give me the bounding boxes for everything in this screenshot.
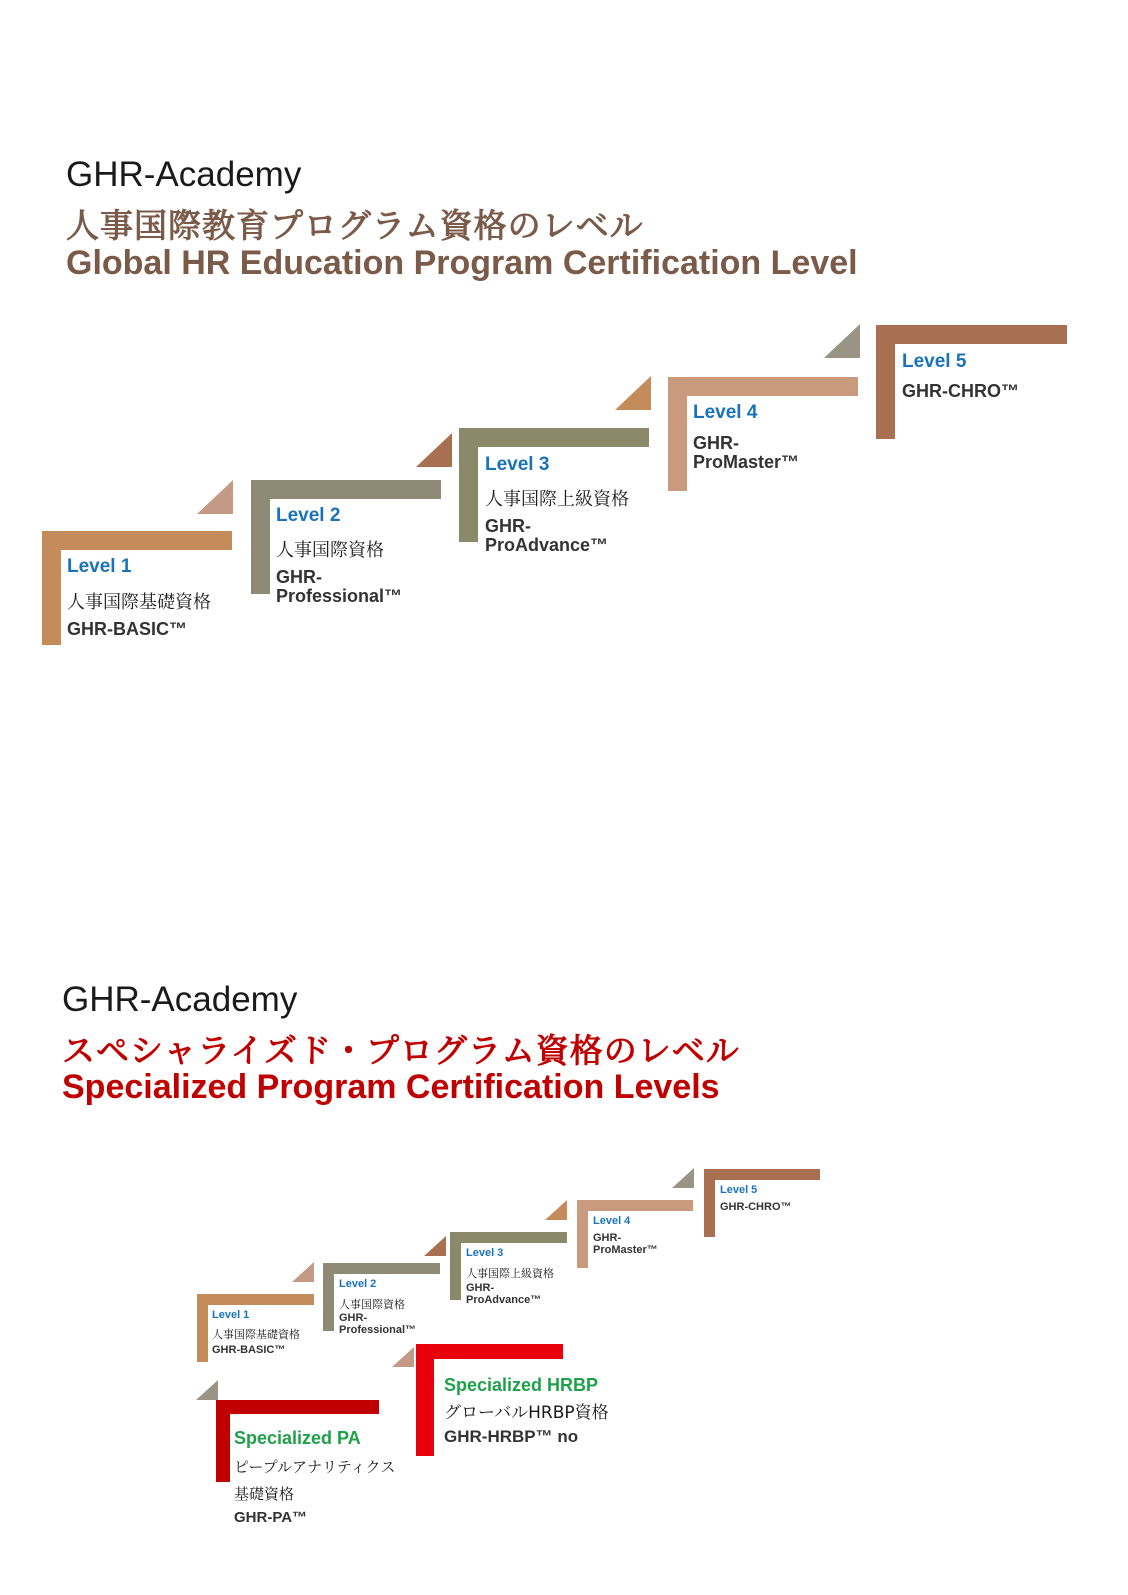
mini-step-3-corner-triangle xyxy=(545,1200,567,1220)
step-4-code: GHR- ProMaster™ xyxy=(693,433,800,472)
specialized-hrbp-jp1: グローバルHRBP資格 xyxy=(444,1403,609,1423)
mini-step-5-side-bar xyxy=(704,1169,715,1237)
step-2-code: GHR- Professional™ xyxy=(276,567,403,606)
mini-step-4-corner-triangle xyxy=(672,1168,694,1188)
step-1-side-bar xyxy=(42,531,61,645)
mini-step-2-level: Level 2 xyxy=(339,1278,377,1290)
step-2-jp: 人事国際資格 xyxy=(276,540,384,561)
mini-step-2-top-bar xyxy=(323,1263,440,1274)
mini-step-3-code: GHR- ProAdvance™ xyxy=(466,1282,542,1306)
section2-academy-title: GHR-Academy xyxy=(62,980,298,1019)
specialized-pa-jp2: 基礎資格 xyxy=(234,1485,295,1503)
section2-title-jp: スペシャライズド・プログラム資格のレベル xyxy=(62,1031,740,1070)
mini-step-5-top-bar xyxy=(704,1169,820,1180)
mini-step-4-level: Level 4 xyxy=(593,1215,631,1227)
specialized-hrbp-corner-triangle xyxy=(392,1347,414,1367)
step-1-level: Level 1 xyxy=(67,556,132,577)
mini-step-2-side-bar xyxy=(323,1263,334,1331)
step-1-corner-triangle xyxy=(197,480,233,514)
mini-step-3-jp: 人事国際上級資格 xyxy=(466,1267,554,1280)
specialized-hrbp-title: Specialized HRBP xyxy=(444,1375,599,1395)
mini-step-1-side-bar xyxy=(197,1294,208,1362)
specialized-hrbp-code: GHR-HRBP™ no xyxy=(444,1427,579,1446)
mini-step-2-corner-triangle xyxy=(424,1236,446,1256)
step-2-level: Level 2 xyxy=(276,505,341,526)
step-4-level: Level 4 xyxy=(693,402,758,423)
specialized-hrbp-side-bar xyxy=(416,1344,434,1456)
mini-step-3-top-bar xyxy=(450,1232,567,1243)
step-5-top-bar xyxy=(876,325,1067,344)
step-5-level: Level 5 xyxy=(902,351,967,372)
step-2-top-bar xyxy=(251,480,441,499)
section1-academy-title: GHR-Academy xyxy=(66,155,302,194)
step-2-corner-triangle xyxy=(416,433,452,467)
mini-step-2-code: GHR- Professional™ xyxy=(339,1312,417,1336)
section2-title-en: Specialized Program Certification Levels xyxy=(62,1068,720,1106)
step-2-side-bar xyxy=(251,480,270,594)
mini-step-4-code: GHR- ProMaster™ xyxy=(593,1232,658,1256)
specialized-pa-side-bar xyxy=(216,1400,230,1482)
step-5-code: GHR-CHRO™ xyxy=(902,381,1019,401)
step-3-side-bar xyxy=(459,428,478,542)
mini-step-4-top-bar xyxy=(577,1200,693,1211)
specialized-pa-code: GHR-PA™ xyxy=(234,1509,308,1526)
mini-step-1-code: GHR-BASIC™ xyxy=(212,1344,286,1356)
specialized-pa-top-bar xyxy=(216,1400,379,1414)
step-4-top-bar xyxy=(668,377,858,396)
mini-step-5-code: GHR-CHRO™ xyxy=(720,1201,792,1213)
specialized-hrbp-top-bar xyxy=(416,1344,563,1359)
specialized-pa-corner-triangle xyxy=(196,1380,218,1400)
step-1-jp: 人事国際基礎資格 xyxy=(67,592,211,613)
mini-step-1-jp: 人事国際基礎資格 xyxy=(212,1328,300,1341)
step-3-corner-triangle xyxy=(615,376,651,410)
step-1-code: GHR-BASIC™ xyxy=(67,619,187,639)
step-1-top-bar xyxy=(42,531,232,550)
step-3-top-bar xyxy=(459,428,649,447)
section1-title-jp: 人事国際教育プログラム資格のレベル xyxy=(66,206,644,245)
mini-step-3-level: Level 3 xyxy=(466,1247,504,1259)
specialized-pa-jp1: ピープルアナリティクス xyxy=(234,1458,396,1476)
step-4-corner-triangle xyxy=(824,324,860,358)
step-3-code: GHR- ProAdvance™ xyxy=(485,516,609,555)
mini-step-3-side-bar xyxy=(450,1232,461,1300)
mini-step-1-level: Level 1 xyxy=(212,1309,250,1321)
mini-step-1-corner-triangle xyxy=(292,1262,314,1282)
mini-step-5-level: Level 5 xyxy=(720,1184,758,1196)
step-3-level: Level 3 xyxy=(485,454,550,475)
step-5-side-bar xyxy=(876,325,895,439)
specialized-pa-title: Specialized PA xyxy=(234,1428,361,1448)
mini-step-1-top-bar xyxy=(197,1294,314,1305)
step-3-jp: 人事国際上級資格 xyxy=(485,489,629,510)
mini-step-4-side-bar xyxy=(577,1200,588,1268)
section1-title-en: Global HR Education Program Certification Level xyxy=(66,244,858,282)
step-4-side-bar xyxy=(668,377,687,491)
mini-step-2-jp: 人事国際資格 xyxy=(339,1298,405,1311)
